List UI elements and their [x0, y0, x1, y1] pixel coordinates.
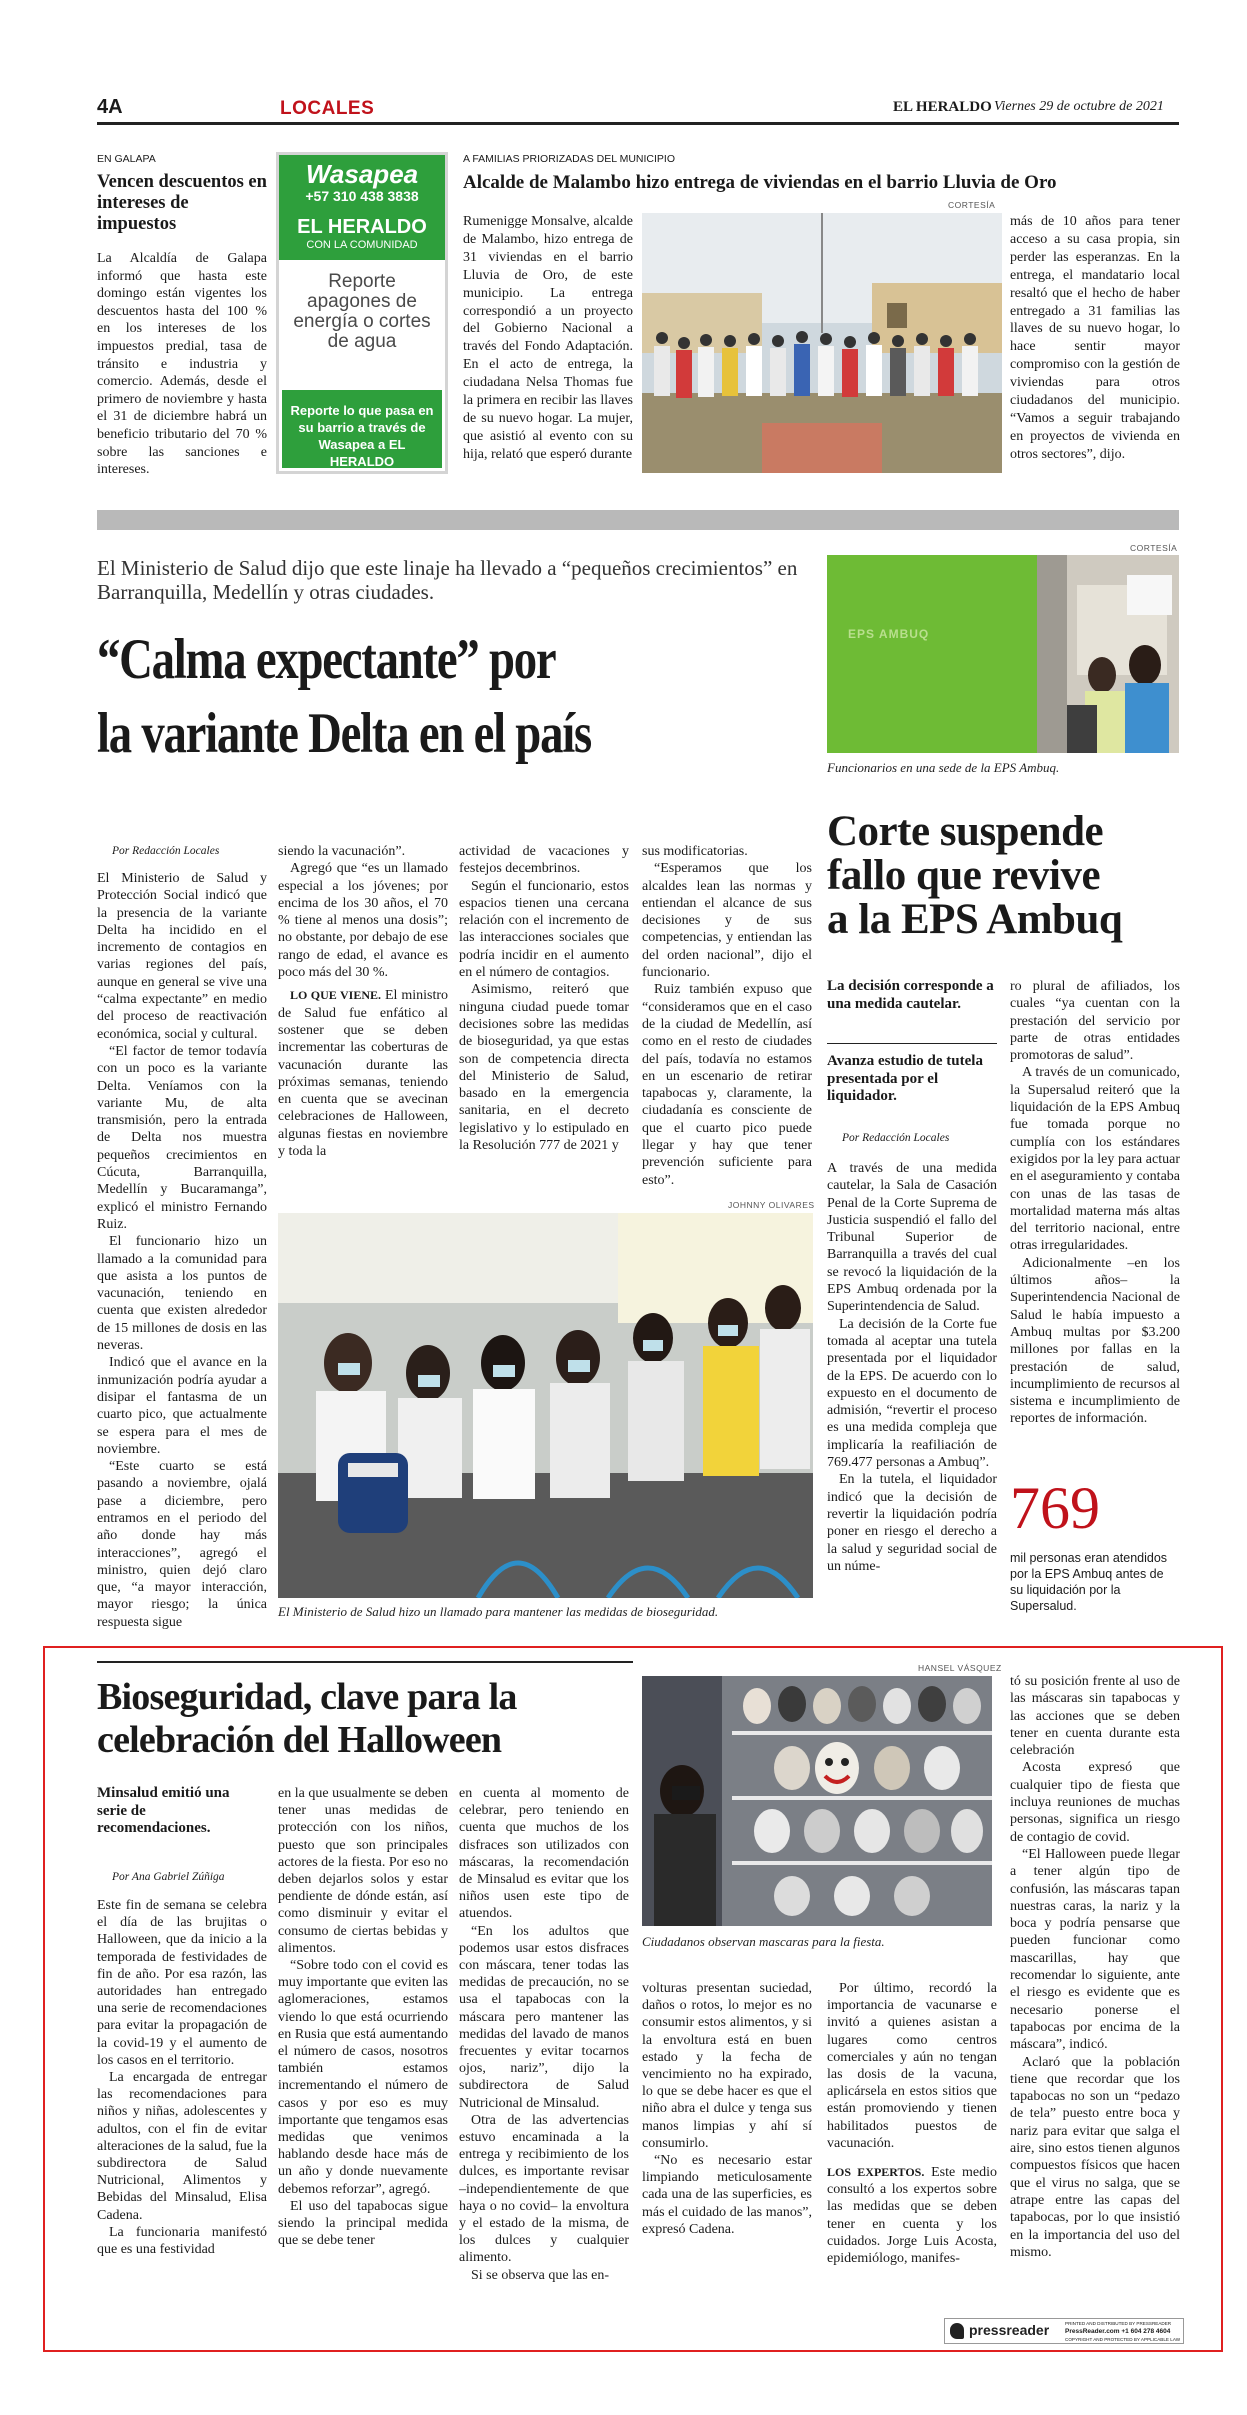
header-rule [97, 122, 1179, 125]
ambuq-stat-number: 769 [1010, 1475, 1100, 1541]
delta-headline-2: la variante Delta en el país [97, 702, 591, 765]
ambuq-photo-credit: CORTESÍA [1130, 543, 1178, 553]
ad-brand: Wasapea [305, 159, 419, 189]
pressreader-site: PressReader.com +1 604 278 4604 [1065, 2328, 1171, 2335]
ambuq-headline: Corte suspende fallo que revive a la EPS Ambuq [827, 808, 1123, 943]
delta-col1: El Ministerio de Salud y Protección Social indicó que la presencia de la variante Delta ha incidido en el incremento de contagios en varias regiones del país, aunque en general se vive una “calma expectante” en medio del proceso de reactivación económica, social y cultural. “El factor de temor todavía con un poco es la variante Delta. Veníamos con la variante Mu, de alta transmisión, pero la entrada de Delta nos muestra pequeños crecimientos en Cúcuta, Barranquilla, Medellín y Bucaramanga”, explicó el ministro Fernando Ruiz. El funcionario hizo un llamado a la comunidad para que asista a los puntos de vacunación, teniendo en cuenta que existen alrededor de 15 millones de dosis en las neveras. Indicó que el avance en la inmunización podría ayudar a disipar el fantasma de un cuarto pico, que actualmente se espera para el mes de noviembre. “Este cuarto se está pasando a noviembre, ojalá pase a diciembre, pero entramos en el periodo del año donde hay más interacciones”, agregó el ministro, quien dejó claro que, “a mayor interacción, mayor riesgo; la única respuesta sigue [97, 871, 267, 1630]
section-name: LOCALES [280, 98, 375, 119]
ambuq-stat-text: mil personas eran atendidos por la EPS Ambuq antes de su liquidación por la Supersalud. [1010, 1551, 1168, 1613]
malambo-photo [642, 213, 1002, 473]
pressreader-logo-icon [950, 2323, 964, 2339]
delta-deck: El Ministerio de Salud dijo que este linaje ha llevado a “pequeños crecimientos” en Barranquilla, Medellín y otras ciudades. [97, 556, 798, 604]
delta-col4: sus modificatorias. “Esperamos que los alcaldes lean las normas y entiendan el alcance de sus decisiones y de sus competencias, y entiendan las del orden nacional”, dijo el funcionario. Ruiz también expuso que “consideramos que en el caso de la ciudad de Medellín, así como en el resto de ciudades del país, todavía no estamos en un escenario de retirar tapabocas y, claramente, la ciudadanía es consciente de que el cuarto pico puede llegar y hay que tener prevención suficiente para esto”. [642, 844, 812, 1188]
delta-photo-credit: JOHNNY OLIVARES [728, 1200, 815, 1210]
halloween-byline: Por Ana Gabriel Zúñiga [112, 1871, 225, 1883]
page-number: 4A [97, 96, 123, 118]
ambuq-col1: A través de una medida cautelar, la Sala de Casación Penal de la Corte Suprema de Justicia suspendió el fallo del Tribunal Superior de Barranquilla a través del cual se revocó la liquidación de la EPS Ambuq ordenada por la Superintendencia de Salud. La decisión de la Corte fue tomada al aceptar una tutela presentada por el liquidador de la EPS. De acuerdo con lo expuesto en el documento de admisión, “revertir el proceso es una medida compleja que implicaría la reafiliación de 769.477 personas a Ambuq”. En la tutela, el liquidador indicó que la decisión de revertir la liquidación podría poner en riesgo el derecho a la salud y seguridad social de un núme- [827, 1161, 997, 1574]
ambuq-byline: Por Redacción Locales [842, 1132, 950, 1144]
ambuq-sub1: La decisión corresponde a una medida cautelar. [827, 978, 994, 1012]
delta-col2: siendo la vacunación”. Agregó que “es un llamado especial a los jóvenes; por encima de los 30 años, el 70 % tiene al menos una dosis”; no obstante, por debajo de ese rango de edad, el avance es poco más del 30 %. LO QUE VIENE. El ministro de Salud fue enfático al sostener que se deben incrementar las coberturas de vacunación durante las próximas semanas, teniendo en cuenta que se avecinan celebraciones de Halloween, algunas fiestas en noviembre y toda la [278, 844, 448, 1160]
galapa-body: La Alcaldía de Galapa informó que hasta este domingo están vigentes los descuentos hasta del 100 % en los intereses de los impuestos predial, tasa de tránsito e industria y comercio. Además, desde el primero de noviembre y hasta el 31 de diciembre habrá un beneficio tributario del 70 % sobre las sanciones e intereses. [97, 251, 267, 478]
ad-cta: Reporte lo que pasa en su barrio a través de Wasapea a EL HERALDO [282, 390, 442, 468]
delta-headline-1: “Calma expectante” por [97, 628, 556, 691]
halloween-sub: Minsalud emitió una serie de recomendaciones. [97, 1785, 230, 1836]
page-date: Viernes 29 de octubre de 2021 [994, 99, 1164, 114]
ad-phone: +57 310 438 3838 [305, 188, 419, 204]
ad-heraldo: EL HERALDO [297, 216, 427, 238]
galapa-kicker: EN GALAPA [97, 153, 156, 165]
galapa-title: Vencen descuentos en intereses de impuestos [97, 172, 267, 234]
halloween-photo-credit: HANSEL VÁSQUEZ [918, 1663, 1002, 1673]
halloween-col4: volturas presentan suciedad, daños o rotos, lo mejor es no consumir estos alimentos, y si la envoltura está en buen estado y la fecha de vencimiento no ha expirado, lo que se debe hacer es que el niño abra el dulce y tenga sus manos limpias y ahí sí consumirlo. “No es necesario estar limpiando meticulosamente cada una de las superficies, es más el cuidado de las manos”, expresó Cadena. [642, 1981, 812, 2237]
delta-photo-caption: El Ministerio de Salud hizo un llamado para mantener las medidas de bioseguridad. [278, 1604, 719, 1619]
section-divider [97, 510, 1179, 530]
pressreader-brand: pressreader [969, 2322, 1050, 2338]
halloween-headline: Bioseguridad, clave para la celebración del Halloween [97, 1676, 517, 1761]
malambo-credit: CORTESÍA [948, 200, 996, 210]
halloween-col3: en cuenta al momento de celebrar, pero teniendo en cuenta que muchos de los disfraces son utilizados con máscaras, la recomendación de Minsalud es evitar que los niños usen este tipo de atuendos. “En los adultos que podemos usar estos disfraces con máscara, tener todas las medidas de precaución, no se usa el tapabocas con la máscara pero mantener las medidas del lavado de manos frecuentes y evitar tocarnos ojos, nariz”, dijo la subdirectora de Salud Nutricional de Minsalud. Otra de las advertencias estuvo encaminada a la entrega y recibimiento de los dulces, es importante revisar –independientemente de que haya o no covid– la envoltura y el estado de la misma, de los dulces y cualquier alimento. Si se observa que las en- [459, 1786, 629, 2283]
pressreader-badge[interactable] [944, 2318, 1184, 2344]
paper-name: EL HERALDO [893, 99, 992, 115]
pressreader-printed: PRINTED AND DISTRIBUTED BY PRESSREADER [1065, 2321, 1172, 2326]
lo-que-viene-label: LO QUE VIENE. [290, 988, 382, 1003]
halloween-photo [642, 1676, 992, 1926]
halloween-top-rule [97, 1661, 633, 1663]
ambuq-col2: ro plural de afiliados, los cuales “ya cuentan con la prestación del servicio por parte de otras entidades promotoras de salud”. A través de un comunicado, la Supersalud reiteró que la liquidación de la EPS Ambuq fue tomada porque no cumplía con los estándares exigidos por la ley para actuar en el aseguramiento y contaba con unas de las tasas de mortalidad materna más altas del territorio nacional, entre otras irregularidades. Adicionalmente –en los últimos años– la Superintendencia Nacional de Salud le había impuesto a Ambuq multas por $3.200 millones por fallas en la prestación de salud, incumplimiento de recursos al sistema e incumplimiento de reportes de información. [1010, 979, 1180, 1427]
pressreader-copyright: COPYRIGHT AND PROTECTED BY APPLICABLE LAW [1065, 2337, 1181, 2342]
halloween-col2: en la que usualmente se deben tener unas medidas de protección con los niños, puesto que son principales actores de la fiesta. Por eso no deben dejarlos solos y estar pendiente de dónde están, así como disminuir y evitar el consumo de ciertas bebidas y alimentos. “Sobre todo con el covid es muy importante que eviten las aglomeraciones, estamos viendo lo que está ocurriendo en Rusia que está aumentando el número de casos, nosotros también estamos incrementando el número de casos y por eso es muy importante que tengamos esas medidas que venimos hablando desde hace más de un año y donde nuevamente debemos reforzar”, agregó. El uso del tapabocas sigue siendo la principal medida que se debe tener [278, 1786, 448, 2249]
halloween-col6: tó su posición frente al uso de las máscaras sin tapabocas y las acciones que se deben tener en cuenta durante esta celebración Acosta expresó que cualquier tipo de fiesta que incluya reuniones de muchas personas, significa un riesgo de contagio de covid. “El Halloween puede llegar a tener algún tipo de confusión, las máscaras tapan nuestras caras, la nariz y la boca y podría pensarse que pueden funcionar como mascarillas, hay que recomendar lo siguiente, ante el riesgo es evidente que es necesario ponerse el tapabocas por encima de la máscara”, indicó. Aclaró que la población tiene que recordar que los tapabocas no son un “pedazo de tela” puesto entre boca y nariz para evitar que salga el aire, sino estos tienen algunos compuestos físicos que hacen que el virus no salga, que se atrape entre las capas del tapabocas, por lo que insistió en la importancia del uso del mismo. [1010, 1674, 1180, 2260]
halloween-col5: Por último, recordó la importancia de vacunarse e invitó a quienes asistan a lugares como centros comerciales y aún no tengan las dosis de la vacuna, aplicársela en estos sitios que están promoviendo y tienen habilitados puestos de vacunación. LOS EXPERTOS. Este medio consultó a los expertos sobre las medidas que se deben tener en cuenta y los cuidados. Jorge Luis Acosta, epidemiólogo, manifes- [827, 1981, 997, 2267]
ambuq-photo [827, 555, 1179, 753]
malambo-title: Alcalde de Malambo hizo entrega de viviendas en el barrio Lluvia de Oro [463, 172, 1057, 193]
ambuq-sub2: Avanza estudio de tutela presentada por el liquidador. [827, 1053, 983, 1104]
malambo-col1: Rumenigge Monsalve, alcalde de Malambo, hizo entrega de 31 viviendas en el barrio Lluvia de Oro, de este municipio. La entrega correspondió a un proyecto del Gobierno Nacional a través del Fondo Adaptación. En el acto de entrega, la ciudadana Nelsa Thomas fue la primera en recibir las llaves de su nuevo hogar. La mujer, que asistió al evento con su hija, relató que esperó durante [463, 214, 633, 462]
expertos-label: LOS EXPERTOS. [827, 2165, 925, 2180]
delta-byline: Por Redacción Locales [112, 845, 220, 857]
ambuq-sign-text: EPS AMBUQ [848, 627, 930, 641]
ambuq-photo-caption: Funcionarios en una sede de la EPS Ambuq. [827, 760, 1060, 775]
ambuq-sub-rule [827, 1043, 997, 1044]
ad-reporte: Reporte apagones de energía o cortes de agua [293, 271, 431, 352]
delta-photo [278, 1213, 813, 1598]
malambo-kicker: A FAMILIAS PRIORIZADAS DEL MUNICIPIO [463, 153, 675, 165]
delta-col3: actividad de vacaciones y festejos decembrinos. Según el funcionario, estos espacios tienen una cercana relación con el incremento de las interacciones sociales que podría incidir en el aumento en el número de contagios. Asimismo, reiteró que ninguna ciudad puede tomar decisiones sobre las medidas de bioseguridad, ya que estas son de competencia directa del Ministerio de Salud, basado en la emergencia sanitaria, en el decreto legislativo y lo estipulado en la Resolución 777 de 2021 y [459, 844, 629, 1154]
malambo-col2: más de 10 años para tener acceso a su casa propia, sin perder las esperanzas. En la entrega, el mandatario local resaltó que el hecho de haber entregado a 31 familias las llaves de su nuevo hogar, lo hace sentir mayor compromiso con la gestión de viviendas para otros ciudadanos del municipio. “Vamos a seguir trabajando en proyectos de vivienda en otros sectores”, dijo. [1010, 214, 1180, 462]
halloween-photo-caption: Ciudadanos observan mascaras para la fiesta. [642, 1934, 885, 1949]
halloween-col1: Este fin de semana se celebra el día de las brujitas o Halloween, que da inicio a la temporada de festividades de fin de año. Por esa razón, las autoridades han entregado una serie de recomendaciones para evitar la propagación de la covid-19 y el aumento de los casos en el territorio. La encargada de entregar las recomendaciones para niños y niñas, adolescentes y adultos, con el fin de evitar alteraciones de la salud, fue la subdirectora de Salud Nutricional, Alimentos y Bebidas del Minsalud, Elisa Cadena. La funcionaria manifestó que es una festividad [97, 1898, 267, 2258]
wasapea-ad[interactable] [276, 152, 448, 474]
ad-comunidad: CON LA COMUNIDAD [306, 239, 418, 251]
